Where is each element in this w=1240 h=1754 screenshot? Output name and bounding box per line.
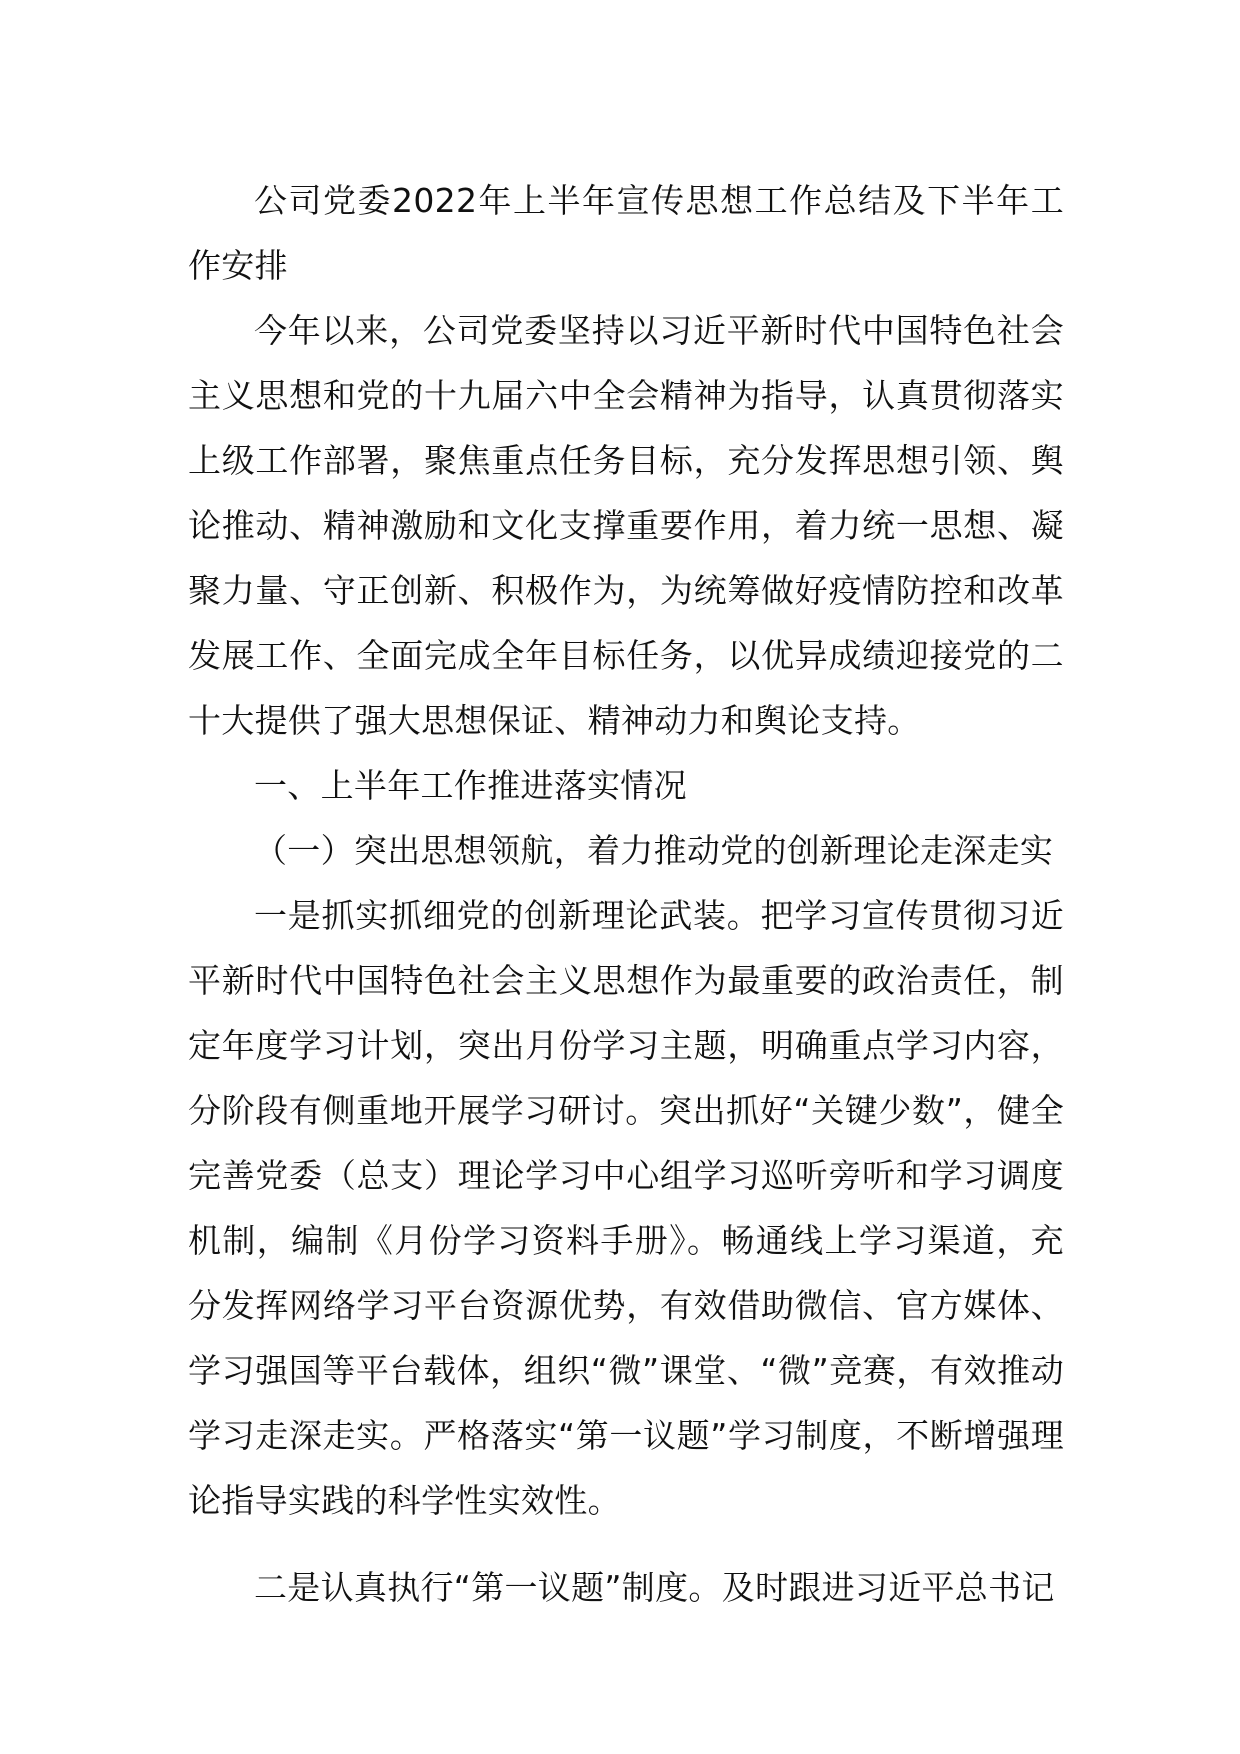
paragraph-point-2: 二是认真执行“第一议题”制度。及时跟进习近平总书记 <box>254 1568 1055 1607</box>
document-body <box>188 168 1064 1620</box>
document-title: 公司党委2022年上半年宣传思想工作总结及下半年工作安排 <box>188 181 1064 285</box>
paragraph-intro: 今年以来，公司党委坚持以习近平新时代中国特色社会主义思想和党的十九届六中全会精神为指导，认真贯彻落实上级工作部署，聚焦重点任务目标，充分发挥思想引领、舆论推动、精神激励和文化支撑重要作用，着力统一思想、凝聚力量、守正创新、积极作为，为统筹做好疫情防控和改革发展工作、全面完成全年目标任务，以优异成绩迎接党的二十大提供了强大思想保证、精神动力和舆论支持。 <box>188 311 1064 740</box>
section-heading-1: 一、上半年工作推进落实情况 <box>254 766 687 805</box>
subsection-heading-1: （一）突出思想领航，着力推动党的创新理论走深走实 <box>254 831 1054 870</box>
paragraph-point-1: 一是抓实抓细党的创新理论武装。把学习宣传贯彻习近平新时代中国特色社会主义思想作为最重要的政治责任，制定年度学习计划，突出月份学习主题，明确重点学习内容，分阶段有侧重地开展学习研讨。突出抓好“关键少数”，健全完善党委（总支）理论学习中心组学习巡听旁听和学习调度机制，编制《月份学习资料手册》。畅通线上学习渠道，充分发挥网络学习平台资源优势，有效借助微信、官方媒体、学习强国等平台载体，组织“微”课堂、“微”竞赛，有效推动学习走深走实。严格落实“第一议题”学习制度，不断增强理论指导实践的科学性实效性。 <box>188 896 1064 1520</box>
